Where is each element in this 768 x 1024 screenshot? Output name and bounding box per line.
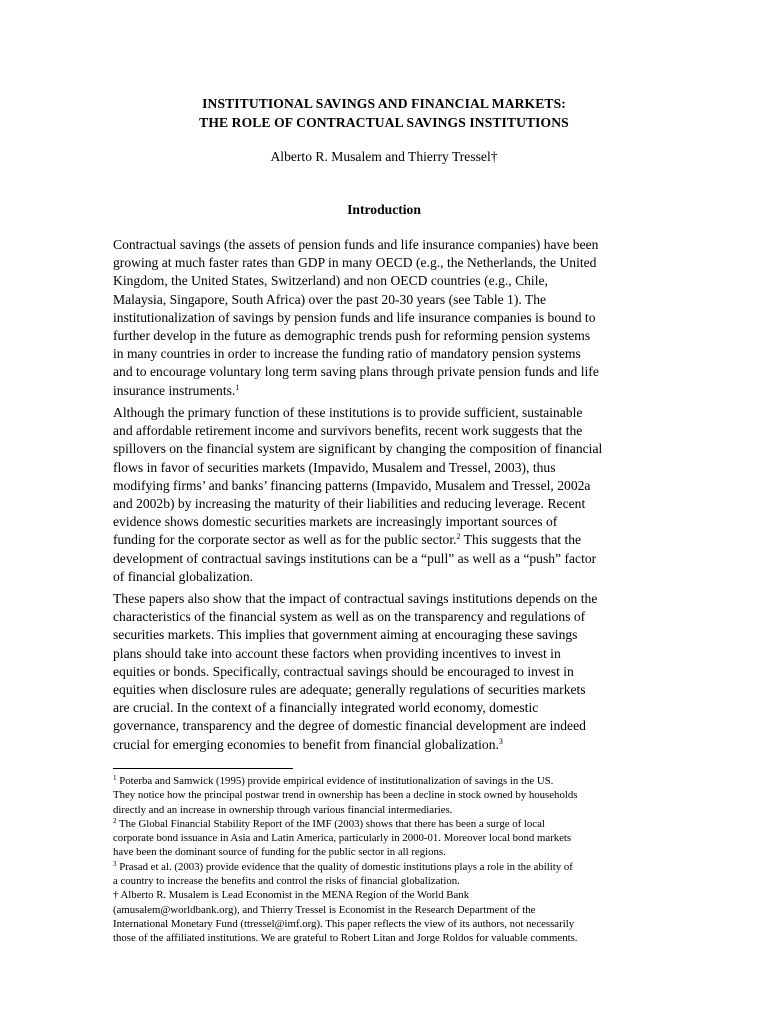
footnote-text: have been the dominant source of funding for the public sector in all regions. <box>113 846 446 859</box>
footnote-text: Alberto R. Musalem is Lead Economist in the MENA Region of the World Bank <box>118 889 470 902</box>
footnote-mark: 3 <box>113 859 117 868</box>
text-line: development of contractual savings institutions can be a “pull” as well as a “push” factor <box>113 550 597 566</box>
footnote-text: corporate bond issuance in Asia and Latin America, particularly in 2000-01. Moreover local bond markets <box>113 832 572 845</box>
footnote-text: International Monetary Fund (ttressel@imf.org). This paper reflects the view of its authors, not necessarily <box>113 917 575 930</box>
text-line: crucial for emerging economies to benefit from financial globalization. <box>113 736 499 752</box>
text-line-with-ref <box>113 531 673 549</box>
footnote-text: directly and an increase in ownership through various financial intermediaries. <box>113 803 453 816</box>
text-line: governance, transparency and the degree of domestic financial development are indeed <box>113 718 586 734</box>
footnote-ref-2[interactable]: 2 <box>456 532 461 542</box>
footnote-text: Prasad et al. (2003) provide evidence that the quality of domestic institutions plays a role in the ability of <box>116 860 573 873</box>
text-line: flows in favor of securities markets (Impavido, Musalem and Tressel, 2003), thus <box>113 459 556 475</box>
footnote-3 <box>113 860 673 874</box>
paragraph-3 <box>113 590 673 754</box>
text-line: institutionalization of savings by pension funds and life insurance companies is bound to <box>113 309 596 325</box>
text-line: plans should take into account these factors when providing incentives to invest in <box>113 645 561 661</box>
footnotes <box>113 774 673 946</box>
text-line: spillovers on the financial system are significant by changing the composition of financial <box>113 441 603 457</box>
footnote-text: (amusalem@worldbank.org), and Thierry Tressel is Economist in the Research Department of the <box>113 903 536 916</box>
footnote-text: those of the affiliated institutions. We are grateful to Robert Litan and Jorge Roldos for valuable comments. <box>113 932 578 945</box>
footnote-dagger <box>113 888 673 902</box>
text-line: These papers also show that the impact of contractual savings institutions depends on the <box>113 591 598 606</box>
text-line: in many countries in order to increase the funding ratio of mandatory pension systems <box>113 346 581 362</box>
text-line: evidence shows domestic securities markets are increasingly important sources of <box>113 514 558 530</box>
text-line: funding for the corporate sector as well as for the public sector. <box>113 532 457 548</box>
text-line: equities or bonds. Specifically, contractual savings should be encouraged to invest in <box>113 663 574 679</box>
footnote-ref-1[interactable]: 1 <box>235 382 240 392</box>
text-line-last <box>113 382 673 400</box>
text-line: of financial globalization. <box>113 568 254 584</box>
text-line: Malaysia, Singapore, South Africa) over the past 20-30 years (see Table 1). The <box>113 291 547 307</box>
footnote-mark: † <box>113 889 119 902</box>
title-line-2: THE ROLE OF CONTRACTUAL SAVINGS INSTITUTIONS <box>199 115 569 130</box>
footnote-mark: 1 <box>113 774 117 782</box>
text-line: further develop in the future as demographic trends push for reforming pension systems <box>113 328 591 344</box>
footnote-2 <box>113 817 673 831</box>
text-line: characteristics of the financial system as well as on the transparency and regulations of <box>113 609 586 625</box>
text-line-tail: This suggests that the <box>460 532 582 548</box>
text-line: securities markets. This implies that government aiming at encouraging these savings <box>113 627 578 643</box>
section-heading: Introduction <box>347 202 421 217</box>
footnote-separator <box>113 768 293 769</box>
text-line: Although the primary function of these institutions is to provide sufficient, sustainable <box>113 405 583 420</box>
footnote-text: a country to increase the benefits and control the risks of financial globalization. <box>113 875 460 888</box>
title-line-1: INSTITUTIONAL SAVINGS AND FINANCIAL MARKETS: <box>202 96 566 111</box>
text-line: modifying firms’ and banks’ financing patterns (Impavido, Musalem and Tressel, 2002a <box>113 477 591 493</box>
paragraph-1 <box>113 236 673 400</box>
text-line: Kingdom, the United States, Switzerland) and non OECD countries (e.g., Chile, <box>113 273 548 289</box>
footnote-mark: 2 <box>113 816 117 825</box>
footnote-text: Poterba and Samwick (1995) provide empirical evidence of institutionalization of savings in the US. <box>116 775 554 787</box>
footnote-ref-3[interactable]: 3 <box>498 736 503 746</box>
text-line: are crucial. In the context of a financially integrated world economy, domestic <box>113 700 539 716</box>
text-line: and 2002b) by increasing the maturity of their liabilities and reducing leverage. Recent <box>113 496 586 512</box>
footnote-1 <box>113 774 673 788</box>
text-line: equities when disclosure rules are adequate; generally regulations of securities markets <box>113 682 586 698</box>
paragraph-2 <box>113 404 673 586</box>
footnote-text: The Global Financial Stability Report of the IMF (2003) shows that there has been a surge of local <box>116 817 545 830</box>
text-line: and to encourage voluntary long term saving plans through private pension funds and life <box>113 364 599 380</box>
text-line: insurance instruments. <box>113 382 236 398</box>
text-line: growing at much faster rates than GDP in many OECD (e.g., the Netherlands, the United <box>113 255 597 271</box>
text-line-last <box>113 736 673 754</box>
footnote-text: They notice how the principal postwar trend in ownership has been a decline in stock owned by households <box>113 789 578 802</box>
author-line: Alberto R. Musalem and Thierry Tressel† <box>270 149 498 164</box>
text-line: and affordable retirement income and survivors benefits, recent work suggests that the <box>113 423 583 439</box>
text-line: Contractual savings (the assets of pension funds and life insurance companies) have been <box>113 237 599 252</box>
paper-title <box>0 94 768 132</box>
